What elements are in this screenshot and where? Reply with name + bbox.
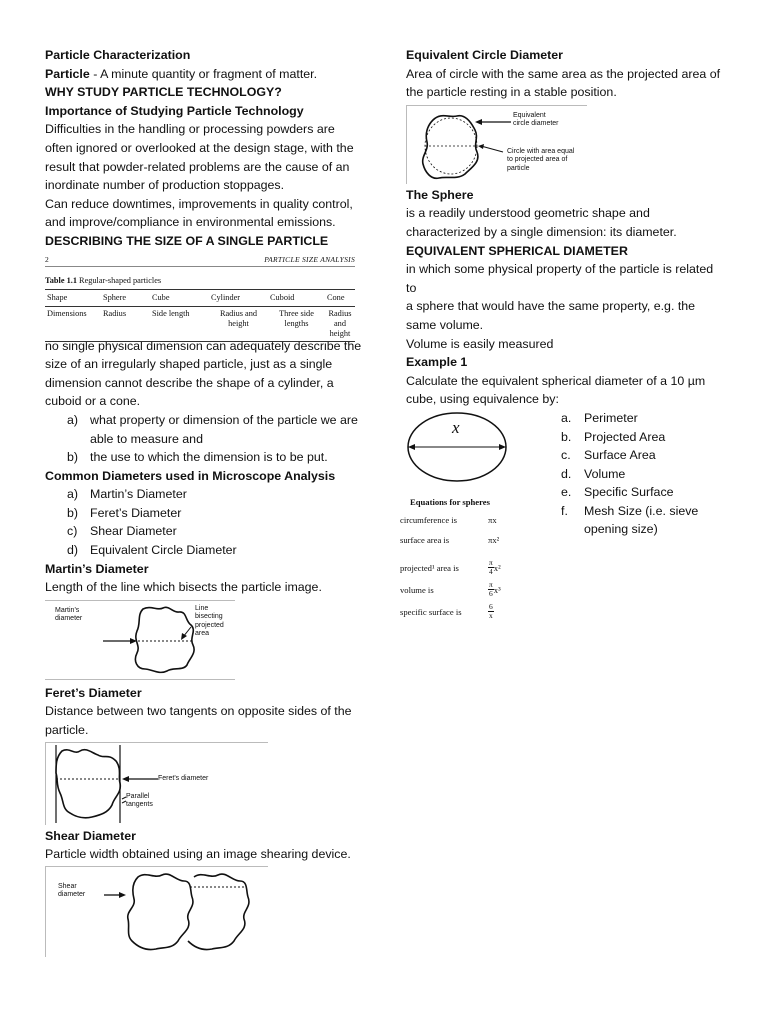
equation-label: surface area is <box>400 534 450 545</box>
sphere-heading: The Sphere <box>406 187 474 202</box>
table-header-cell: Shape <box>45 289 101 306</box>
equations-list <box>400 515 520 623</box>
feret-label: Feret's diameter <box>158 774 209 782</box>
why-heading: WHY STUDY PARTICLE TECHNOLOGY? <box>45 85 282 100</box>
table-cell: Side length <box>150 306 209 341</box>
esd-heading: EQUIVALENT SPHERICAL DIAMETER <box>406 243 628 258</box>
common-diameters-list <box>45 485 363 559</box>
list-item <box>45 485 363 504</box>
circle-label-line: to projected area of <box>507 156 568 164</box>
list-marker: a. <box>561 410 572 425</box>
list-text: the use to which the dimension is to be put. <box>90 450 328 465</box>
ecd-label <box>513 112 559 129</box>
list-item <box>539 428 729 447</box>
x-label: x <box>452 417 460 437</box>
list-text: Mesh Size (i.e. sieve opening size) <box>584 503 699 537</box>
list-item <box>45 541 363 560</box>
shear-particle-drawing <box>46 867 268 957</box>
list-item <box>45 448 363 467</box>
sphere-equations-figure <box>400 411 520 631</box>
table-row <box>45 306 355 341</box>
table-header-cell: Cylinder <box>209 289 268 306</box>
equation-label: projected¹ area is <box>400 562 459 573</box>
bisect-label-line: projected <box>195 621 224 629</box>
list-item <box>45 504 363 523</box>
circle-label-line: Circle with area equal <box>507 147 575 155</box>
particle-def-text: - A minute quantity or fragment of matter. <box>89 66 318 81</box>
regular-particles-table <box>45 289 355 342</box>
frac-num: 6 <box>489 602 493 612</box>
frac-num: π <box>489 580 493 590</box>
left-column <box>45 46 363 959</box>
list-marker: c. <box>561 448 571 463</box>
list-marker: b) <box>67 505 79 520</box>
no-single-dimension-paragraph: no single physical dimension can adequately describe the size of an irregularly shaped particle, just as a single dimension cannot describe the shape of a cylinder, a cuboid or a cone. <box>45 338 362 409</box>
table-header-cell: Cube <box>150 289 209 306</box>
list-marker: c) <box>67 524 78 539</box>
example-body <box>400 409 726 629</box>
example-heading: Example 1 <box>406 355 468 370</box>
table-running-head: PARTICLE SIZE ANALYSIS <box>264 254 355 264</box>
ecd-label-line: Equivalent <box>513 111 546 119</box>
list-text: Projected Area <box>584 429 666 444</box>
equation-row <box>400 535 520 557</box>
list-text: Specific Surface <box>584 485 674 500</box>
equation-label: volume is <box>400 584 434 595</box>
equation-expr: πx <box>488 514 497 525</box>
ecd-figure <box>406 105 587 184</box>
list-item <box>45 411 363 448</box>
sphere-drawing <box>400 411 520 491</box>
shear-definition: Particle width obtained using an image shearing device. <box>45 847 351 862</box>
list-text: Surface Area <box>584 448 656 463</box>
feret-heading: Feret’s Diameter <box>45 685 142 700</box>
example-text: Calculate the equivalent spherical diameter of a 10 µm cube, using equivalence by: <box>406 373 706 407</box>
feret-diameter-figure <box>45 742 268 825</box>
equation-row <box>400 557 520 579</box>
martin-label-line: diameter <box>55 615 83 623</box>
list-text: Feret’s Diameter <box>90 505 182 520</box>
feret-particle-drawing <box>46 743 268 825</box>
list-item <box>539 409 729 428</box>
bisect-label-line: Line <box>195 604 209 612</box>
bisecting-line-label <box>195 605 224 639</box>
list-marker: b. <box>561 429 572 444</box>
equation-tail: x² <box>493 562 501 573</box>
table-header-cell: Cone <box>325 289 355 306</box>
table-caption <box>45 276 355 286</box>
table-page-number: 2 <box>45 254 49 264</box>
list-text: Volume <box>584 466 626 481</box>
martin-label-line: Martin's <box>55 606 80 614</box>
table-header-cell: Cuboid <box>268 289 325 306</box>
particle-term: Particle <box>45 66 90 81</box>
table-cell: Dimensions <box>45 306 101 341</box>
list-text: Perimeter <box>584 410 638 425</box>
equation-row <box>400 601 520 623</box>
frac-den: 6 <box>489 589 493 599</box>
list-item <box>539 483 729 502</box>
esd-paragraph-2: a sphere that would have the same property, e.g. the same volume. <box>406 299 696 332</box>
describing-heading: DESCRIBING THE SIZE OF A SINGLE PARTICLE <box>45 233 329 248</box>
list-marker: a) <box>67 487 79 502</box>
tangents-label-line: Parallel <box>126 792 150 800</box>
bisect-label-line: area <box>195 630 210 638</box>
martin-heading: Martin’s Diameter <box>45 561 149 576</box>
equation-label: circumference is <box>400 514 458 525</box>
list-item <box>539 502 729 539</box>
martin-definition: Length of the line which bisects the particle image. <box>45 580 322 595</box>
list-marker: d. <box>561 466 572 481</box>
equations-title: Equations for spheres <box>410 496 490 507</box>
list-item <box>45 522 363 541</box>
ecd-heading: Equivalent Circle Diameter <box>406 48 564 62</box>
esd-paragraph-3: Volume is easily measured <box>406 336 554 351</box>
list-item <box>539 465 729 484</box>
list-marker: b) <box>67 450 79 465</box>
list-text: what property or dimension of the particle we are able to measure and <box>90 412 358 446</box>
list-marker: d) <box>67 543 79 558</box>
circle-label-line: particle <box>507 164 530 172</box>
frac-den: x <box>489 611 493 621</box>
table-caption-text: Regular-shaped particles <box>79 275 162 285</box>
tangents-label <box>126 793 153 810</box>
frac-num: π <box>489 558 493 568</box>
shear-label-line: diameter <box>58 891 86 899</box>
table-cell: Three side lengths <box>268 306 325 341</box>
list-text: Martin’s Diameter <box>90 487 187 502</box>
tangents-label-line: tangents <box>126 801 153 809</box>
shear-heading: Shear Diameter <box>45 828 136 843</box>
circle-area-label <box>507 148 574 174</box>
ecd-label-line: circle diameter <box>513 120 559 128</box>
martin-label <box>55 607 82 624</box>
martin-diameter-figure <box>45 600 235 680</box>
equation-label: specific surface is <box>400 606 462 617</box>
example-equivalence-list <box>539 409 729 539</box>
table-cell: Radius and height <box>325 306 355 341</box>
equation-row <box>400 515 520 535</box>
measurement-considerations-list <box>45 411 363 467</box>
table-caption-number: Table 1.1 <box>45 275 77 285</box>
sphere-definition: is a readily understood geometric shape and characterized by a single dimension: its diameter. <box>406 206 677 239</box>
importance-heading: Importance of Studying Particle Technology <box>45 103 304 118</box>
ecd-definition: Area of circle with the same area as the projected area of the particle resting in a stable position. <box>406 66 721 100</box>
list-text: Equivalent Circle Diameter <box>90 543 237 558</box>
list-marker: a) <box>67 412 79 427</box>
table-header-row <box>45 289 355 306</box>
equation-fraction <box>488 603 494 620</box>
table-cell: Radius <box>101 306 150 341</box>
equation-row <box>400 579 520 601</box>
list-marker: e. <box>561 485 572 500</box>
particle-definition <box>45 65 363 84</box>
shear-diameter-figure <box>45 866 268 957</box>
bisect-label-line: bisecting <box>195 613 223 621</box>
shear-label <box>58 883 85 900</box>
frac-den: 4 <box>489 567 493 577</box>
list-item <box>539 446 729 465</box>
shear-label-line: Shear <box>58 882 77 890</box>
right-column <box>400 46 726 629</box>
feret-definition: Distance between two tangents on opposite sides of the particle. <box>45 704 352 738</box>
equation-tail: x³ <box>493 584 501 595</box>
equation-expr: πx² <box>488 534 500 545</box>
list-marker: f. <box>561 503 568 518</box>
list-text: Shear Diameter <box>90 524 177 539</box>
common-diameters-heading: Common Diameters used in Microscope Analysis <box>45 468 336 483</box>
table-header-cell: Sphere <box>101 289 150 306</box>
importance-paragraph-1: Difficulties in the handling or processing powders are often ignored or overlooked at the design stage, with the result that powder-related problems are the cause of an inordinate number of production stoppages. <box>45 122 354 193</box>
doc-title: Particle Characterization <box>45 48 191 62</box>
importance-paragraph-2: Can reduce downtimes, improvements in quality control, and improve/compliance in environmental emissions. <box>45 196 353 230</box>
table-cell: Radius and height <box>209 306 268 341</box>
esd-paragraph-1: in which some physical property of the particle is related to <box>406 262 714 295</box>
regular-particles-table-figure <box>45 254 355 338</box>
